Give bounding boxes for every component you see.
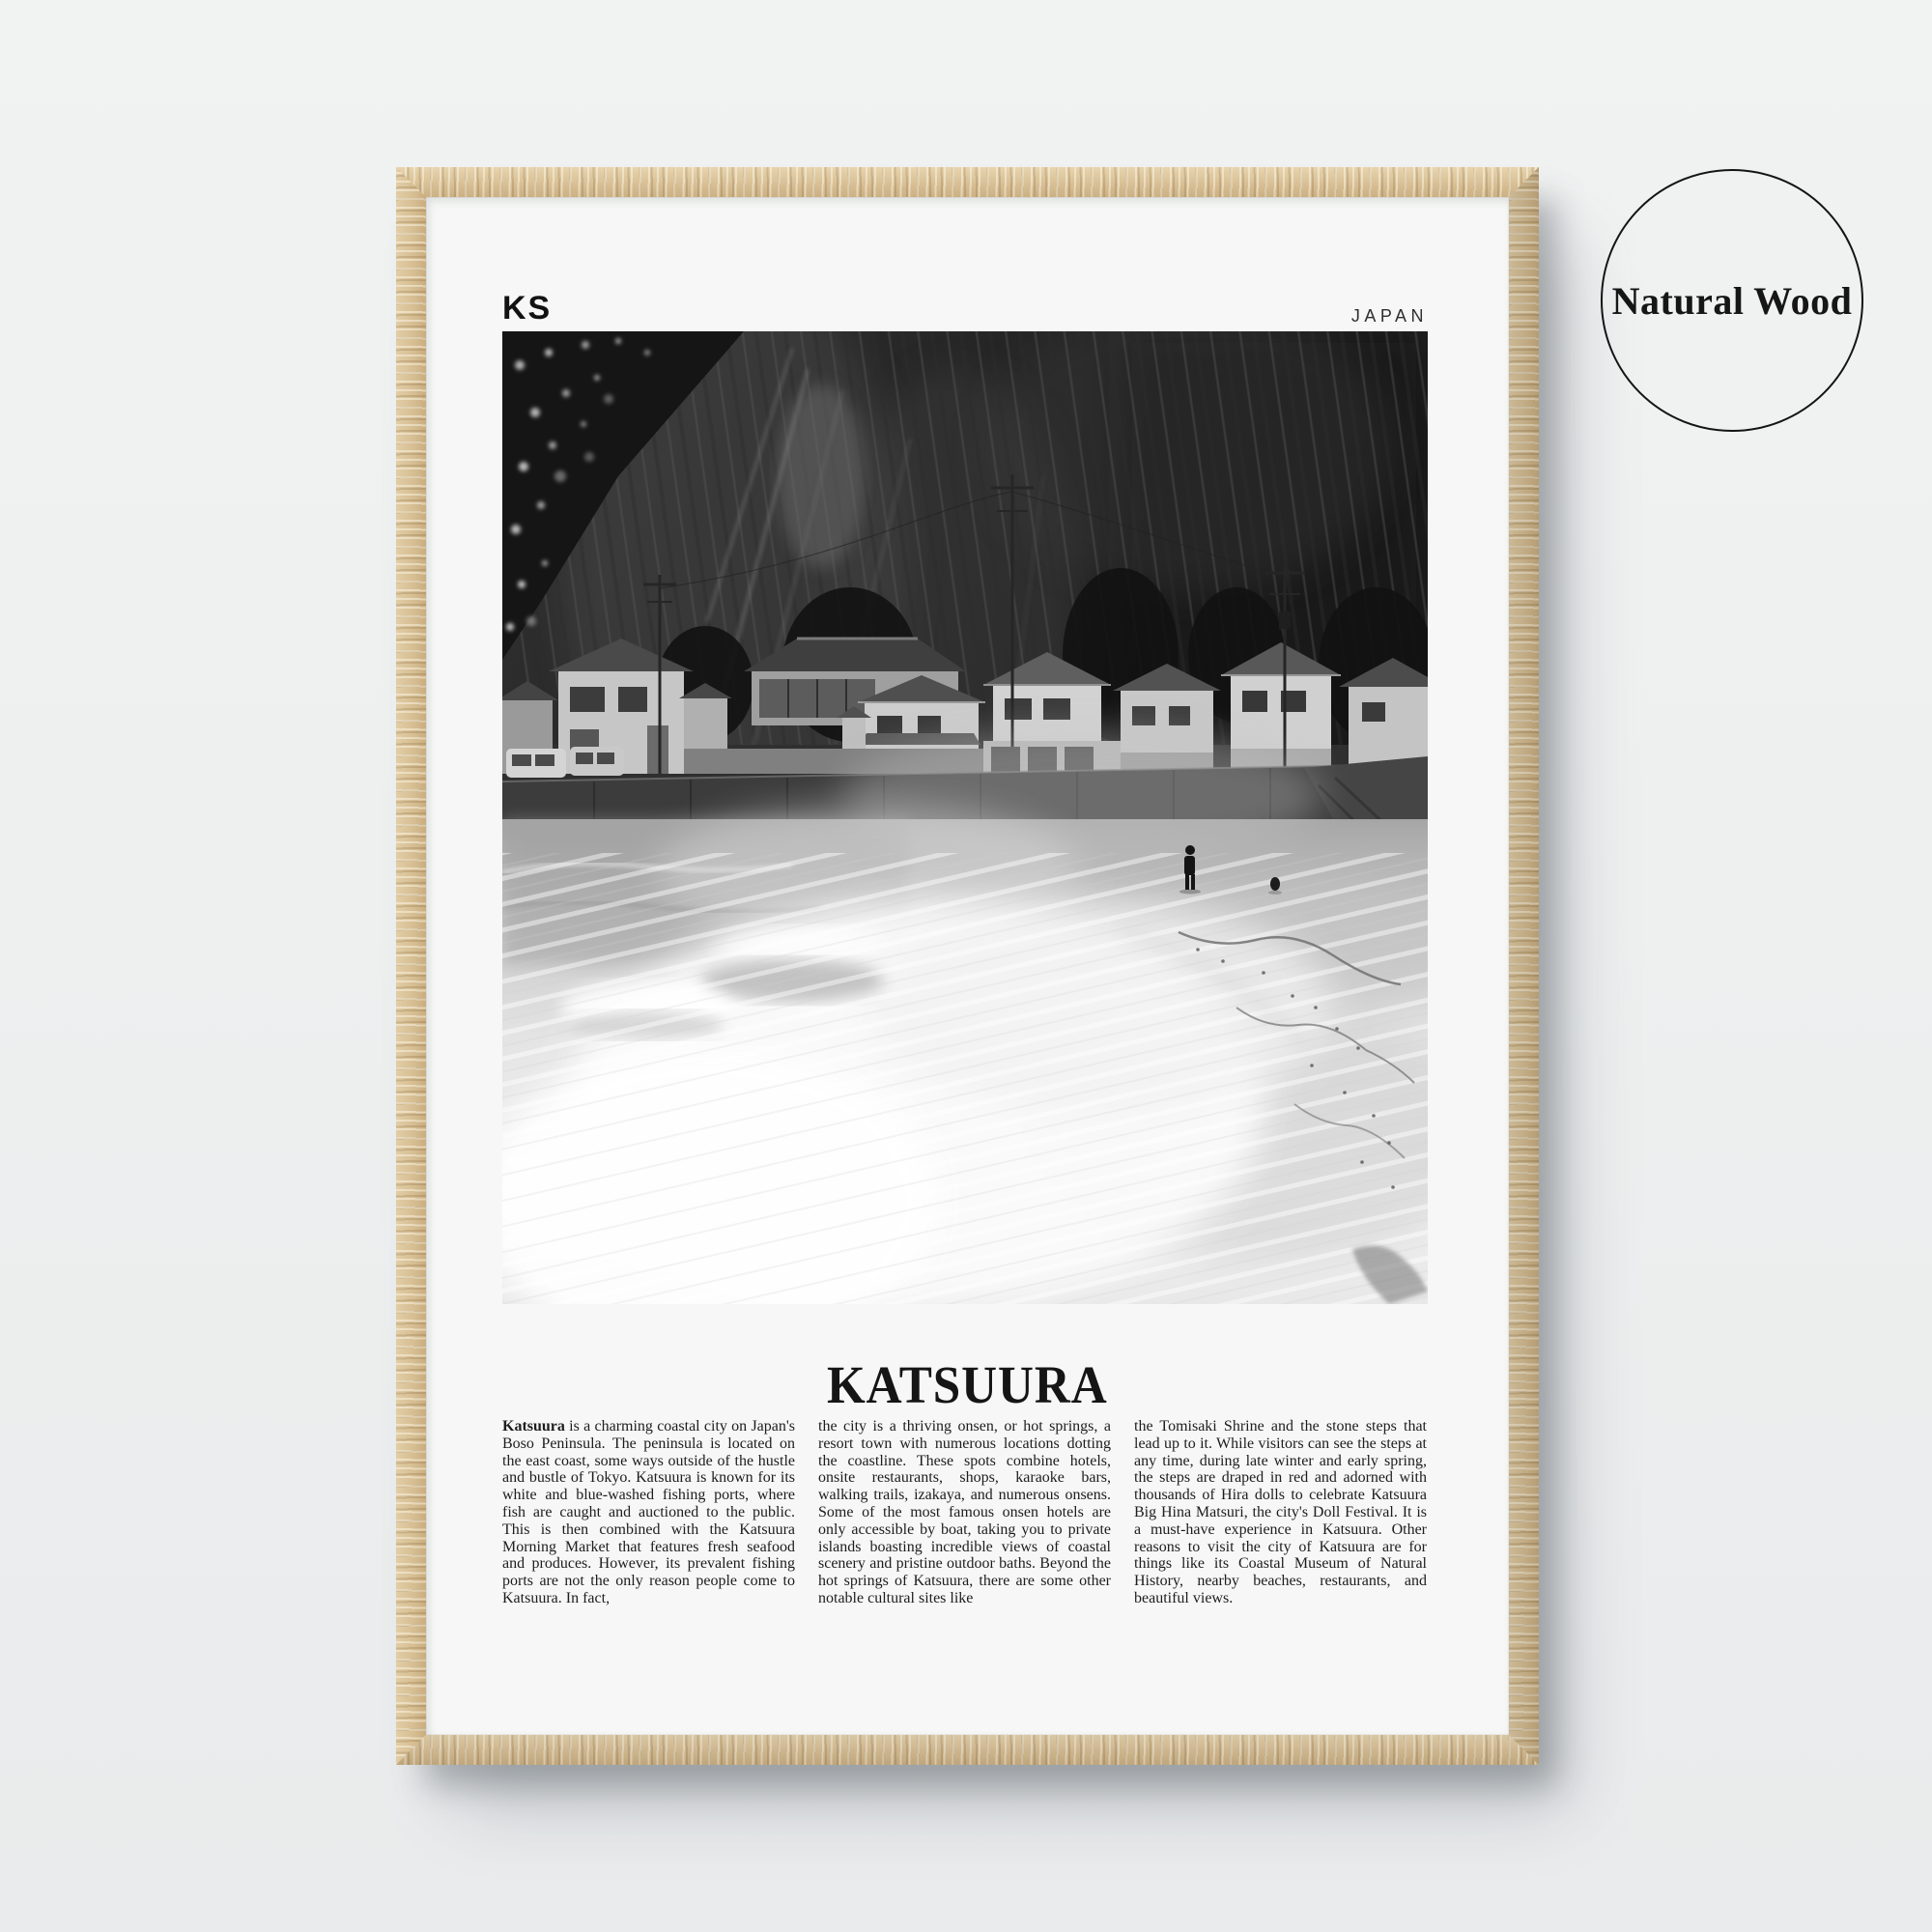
poster-article [502, 1418, 1428, 1646]
article-column-1 [502, 1418, 795, 1646]
frame-material-badge [1601, 169, 1863, 432]
frame-material-label: Natural Wood [1611, 278, 1853, 323]
poster-photo [502, 331, 1428, 1304]
frame-wood-left [396, 167, 426, 1765]
katsuura-beach-photo [502, 331, 1428, 1304]
article-column-1-text: is a charming coastal city on Japan's Boso Peninsula. The peninsula is located on the east coast, some ways outside of the hustle and bustle of Tokyo. Katsuura is known for its white and blue-washed fishing ports, where fish are caught and auctioned to the public. This is then combined with the Katsuura Morning Market that features fresh seafood and produces. However, its prevalent fishing ports are not the only reason people come to Katsuura. In fact, [502, 1418, 795, 1606]
frame-wood-right [1509, 167, 1539, 1765]
frame-wood-bottom [396, 1735, 1539, 1765]
poster-title: KATSUURA [827, 1355, 1108, 1414]
poster-paper [426, 197, 1509, 1735]
article-column-2-text: the city is a thriving onsen, or hot springs, a resort town with numerous locations dotting the coastline. These spots combine hotels, onsite restaurants, shops, karaoke bars, walking trails, izakaya, and numerous onsens. Some of the most famous onsen hotels are only accessible by boat, taking you to private islands boasting incredible views of coastal scenery and pristine outdoor baths. Beyond the hot springs of Katsuura, there are some other notable cultural sites like [818, 1418, 1111, 1606]
article-lead-word: Katsuura [502, 1418, 565, 1435]
poster-country-label: JAPAN [1350, 306, 1428, 326]
natural-wood-frame [396, 167, 1539, 1765]
poster-initials: KS [502, 290, 553, 327]
article-column-3-text: the Tomisaki Shrine and the stone steps that lead up to it. While visitors can see the steps at any time, during late winter and early spring, the steps are draped in red and adorned with thousands of Hira dolls to celebrate Katsuura Big Hina Matsuri, the city's Doll Festival. It is a must-have experience in Katsuura. Other reasons to visit the city of Katsuura are for things like its Coastal Museum of Natural History, nearby beaches, restaurants, and beautiful views. [1134, 1418, 1427, 1606]
parked-vans [506, 747, 624, 778]
frame-wood-top [396, 167, 1539, 197]
article-column-2 [818, 1418, 1111, 1646]
article-column-3 [1134, 1418, 1427, 1646]
